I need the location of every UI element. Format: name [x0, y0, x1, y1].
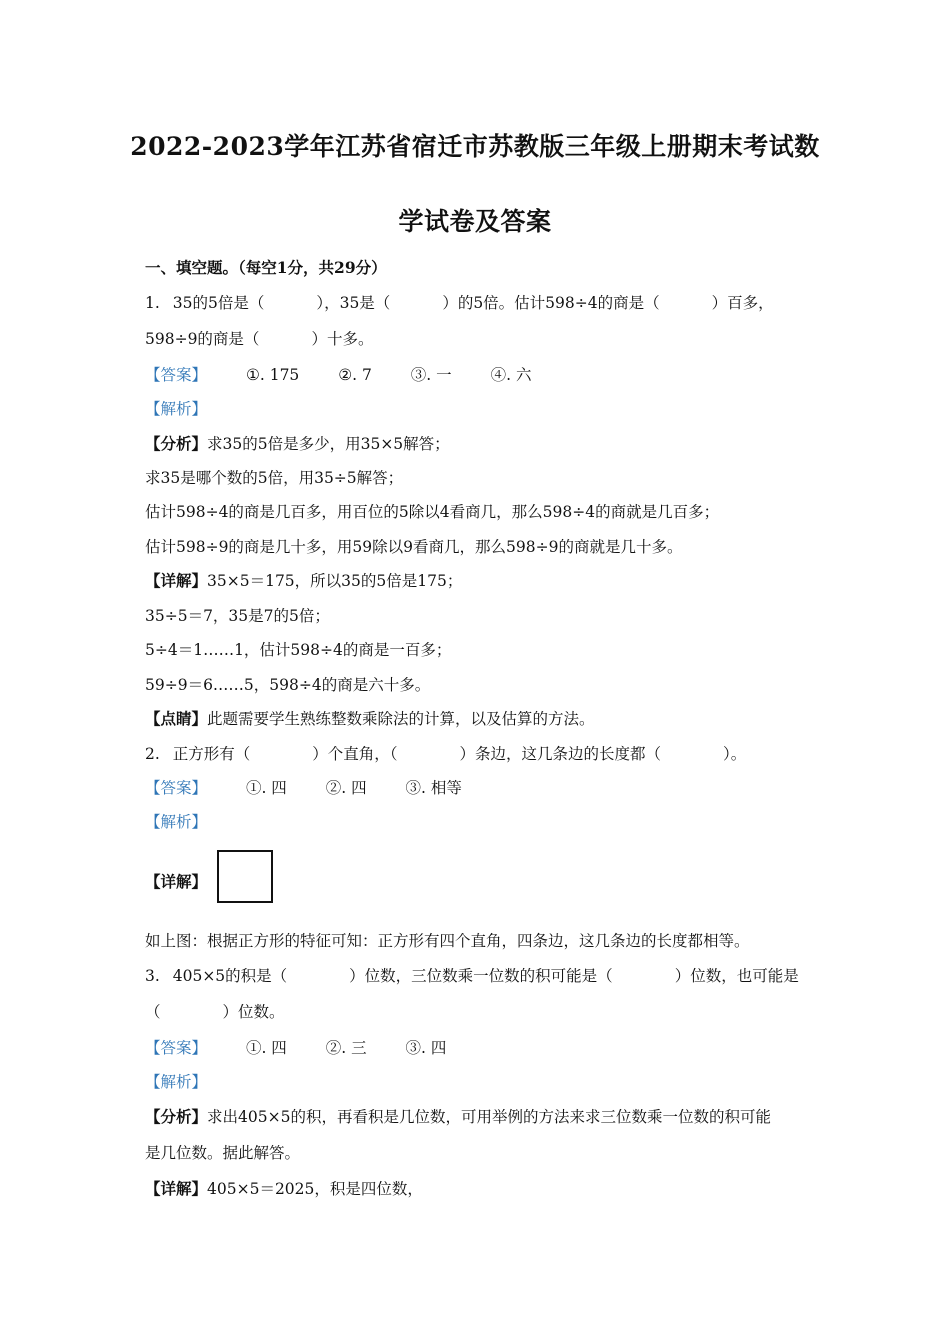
q1-detail-4: 59÷9＝6……5，598÷4的商是六十多。	[145, 676, 431, 694]
q2-number: 2.	[145, 745, 160, 763]
q1-analysis-4: 估计598÷9的商是几十多，用59除以9看商几，那么598÷9的商就是几十多。	[145, 538, 683, 556]
q3-analysis-label: 【解析】	[145, 1073, 208, 1091]
q2-line1: 2. 正方形有（ ）个直角，（ ）条边，这几条边的长度都（ ）。	[145, 745, 747, 763]
q1-fenxi: 【分析】求35的5倍是多少，用35×5解答；	[145, 434, 450, 453]
q1-detail: 【详解】35×5＝175，所以35的5倍是175；	[145, 571, 463, 590]
q3-fenxi-1: 【分析】求出405×5的积，再看积是几位数，可用举例的方法来求三位数乘一位数的积可能	[145, 1107, 771, 1126]
q2-explain: 如上图：根据正方形的特征可知：正方形有四个直角，四条边，这几条边的长度都相等。	[145, 932, 750, 950]
q3-fenxi-2: 是几位数。据此解答。	[145, 1144, 301, 1162]
q3-line2: （ ）位数。	[145, 1003, 285, 1021]
square-figure	[217, 850, 273, 903]
answer-label: 【答案】	[145, 366, 208, 384]
q1-line2: 598÷9的商是（ ）十多。	[145, 330, 374, 348]
q1-number: 1.	[145, 294, 160, 312]
q1-analysis-3: 估计598÷4的商是几百多，用百位的5除以4看商几，那么598÷4的商就是几百多；	[145, 503, 720, 521]
document-title-line1: 2022-2023学年江苏省宿迁市苏教版三年级上册期末考试数	[130, 132, 820, 161]
q2-analysis-label: 【解析】	[145, 813, 208, 831]
q3-line1: 3. 405×5的积是（ ）位数，三位数乘一位数的积可能是（ ）位数，也可能是	[145, 967, 799, 985]
q1-analysis-2: 求35是哪个数的5倍，用35÷5解答；	[145, 469, 404, 487]
q1-detail-2: 35÷5＝7，35是7的5倍；	[145, 607, 330, 625]
q3-answer: 【答案】 ①. 四 ②. 三 ③. 四	[145, 1039, 447, 1057]
q2-answer: 【答案】 ①. 四 ②. 四 ③. 相等	[145, 779, 462, 797]
q1-dianjing: 【点睛】此题需要学生熟练整数乘除法的计算，以及估算的方法。	[145, 709, 595, 728]
q3-detail: 【详解】405×5＝2025，积是四位数，	[145, 1179, 423, 1198]
section-heading: 一、填空题。（每空1分，共29分）	[145, 258, 387, 277]
q3-number: 3.	[145, 967, 160, 985]
q1-analysis-label: 【解析】	[145, 400, 208, 418]
document-title-line2: 学试卷及答案	[398, 207, 552, 236]
q1-line1: 1. 35的5倍是（ ），35是（ ）的5倍。估计598÷4的商是（ ）百多，	[145, 294, 774, 312]
q1-detail-3: 5÷4＝1……1，估计598÷4的商是一百多；	[145, 641, 452, 659]
q2-detail-label: 【详解】	[145, 872, 208, 891]
q1-answer: 【答案】 ①. 175 ②. 7 ③. 一 ④. 六	[145, 366, 532, 384]
